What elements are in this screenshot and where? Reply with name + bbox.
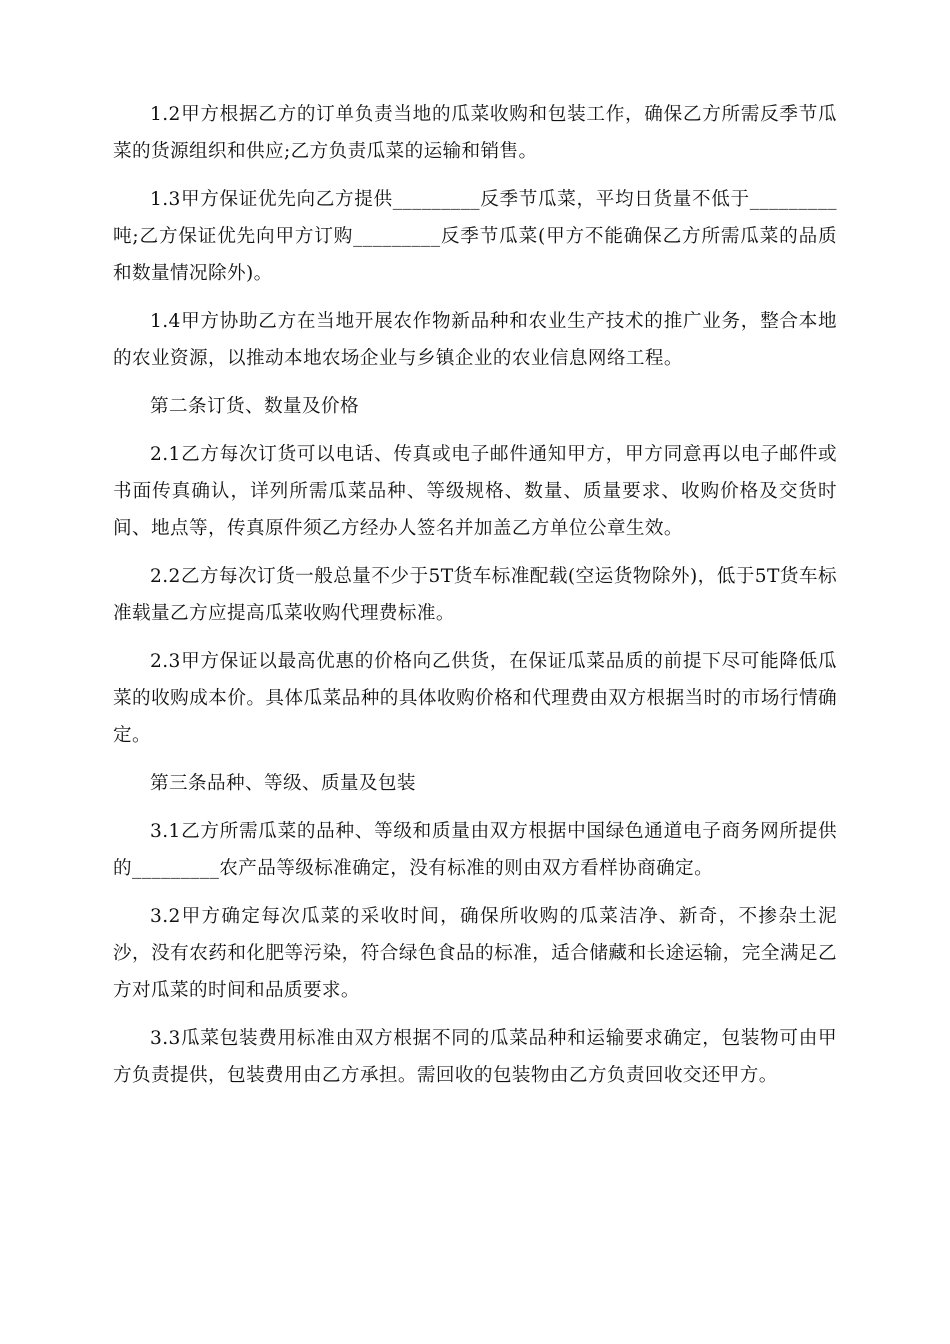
article-2-heading: 第二条订货、数量及价格 (150, 396, 359, 417)
clause-1-4: 1.4甲方协助乙方在当地开展农作物新品种和农业生产技术的推广业务，整合本地的农业资源，以推动本地农场企业与乡镇企业的农业信息网络工程。 (113, 311, 837, 369)
clause-3-1: 3.1乙方所需瓜菜的品种、等级和质量由双方根据中国绿色通道电子商务网所提供的_________农产品等级标准确定，没有标准的则由双方看样协商确定。 (113, 821, 837, 879)
clause-3-3: 3.3瓜菜包装费用标准由双方根据不同的瓜菜品种和运输要求确定，包装物可由甲方负责提供，包装费用由乙方承担。需回收的包装物由乙方负责回收交还甲方。 (113, 1028, 837, 1086)
article-3-heading: 第三条品种、等级、质量及包装 (150, 773, 416, 794)
document-body (113, 96, 837, 1105)
clause-2-3: 2.3甲方保证以最高优惠的价格向乙供货，在保证瓜菜品质的前提下尽可能降低瓜菜的收购成本价。具体瓜菜品种的具体收购价格和代理费由双方根据当时的市场行情确定。 (113, 651, 837, 746)
clause-2-2: 2.2乙方每次订货一般总量不少于5T货车标准配载(空运货物除外)，低于5T货车标准载量乙方应提高瓜菜收购代理费标准。 (113, 566, 837, 624)
clause-1-3: 1.3甲方保证优先向乙方提供_________反季节瓜菜，平均日货量不低于_________吨;乙方保证优先向甲方订购_________反季节瓜菜(甲方不能确保乙方所需瓜菜的品质和数量情况除外)。 (113, 189, 837, 284)
clause-2-1: 2.1乙方每次订货可以电话、传真或电子邮件通知甲方，甲方同意再以电子邮件或书面传真确认，详列所需瓜菜品种、等级规格、数量、质量要求、收购价格及交货时间、地点等，传真原件须乙方经办人签名并加盖乙方单位公章生效。 (113, 444, 837, 539)
clause-3-2: 3.2甲方确定每次瓜菜的采收时间，确保所收购的瓜菜洁净、新奇，不掺杂土泥沙，没有农药和化肥等污染，符合绿色食品的标准，适合储藏和长途运输，完全满足乙方对瓜菜的时间和品质要求。 (113, 906, 837, 1001)
clause-1-2: 1.2甲方根据乙方的订单负责当地的瓜菜收购和包装工作，确保乙方所需反季节瓜菜的货源组织和供应;乙方负责瓜菜的运输和销售。 (113, 104, 837, 162)
